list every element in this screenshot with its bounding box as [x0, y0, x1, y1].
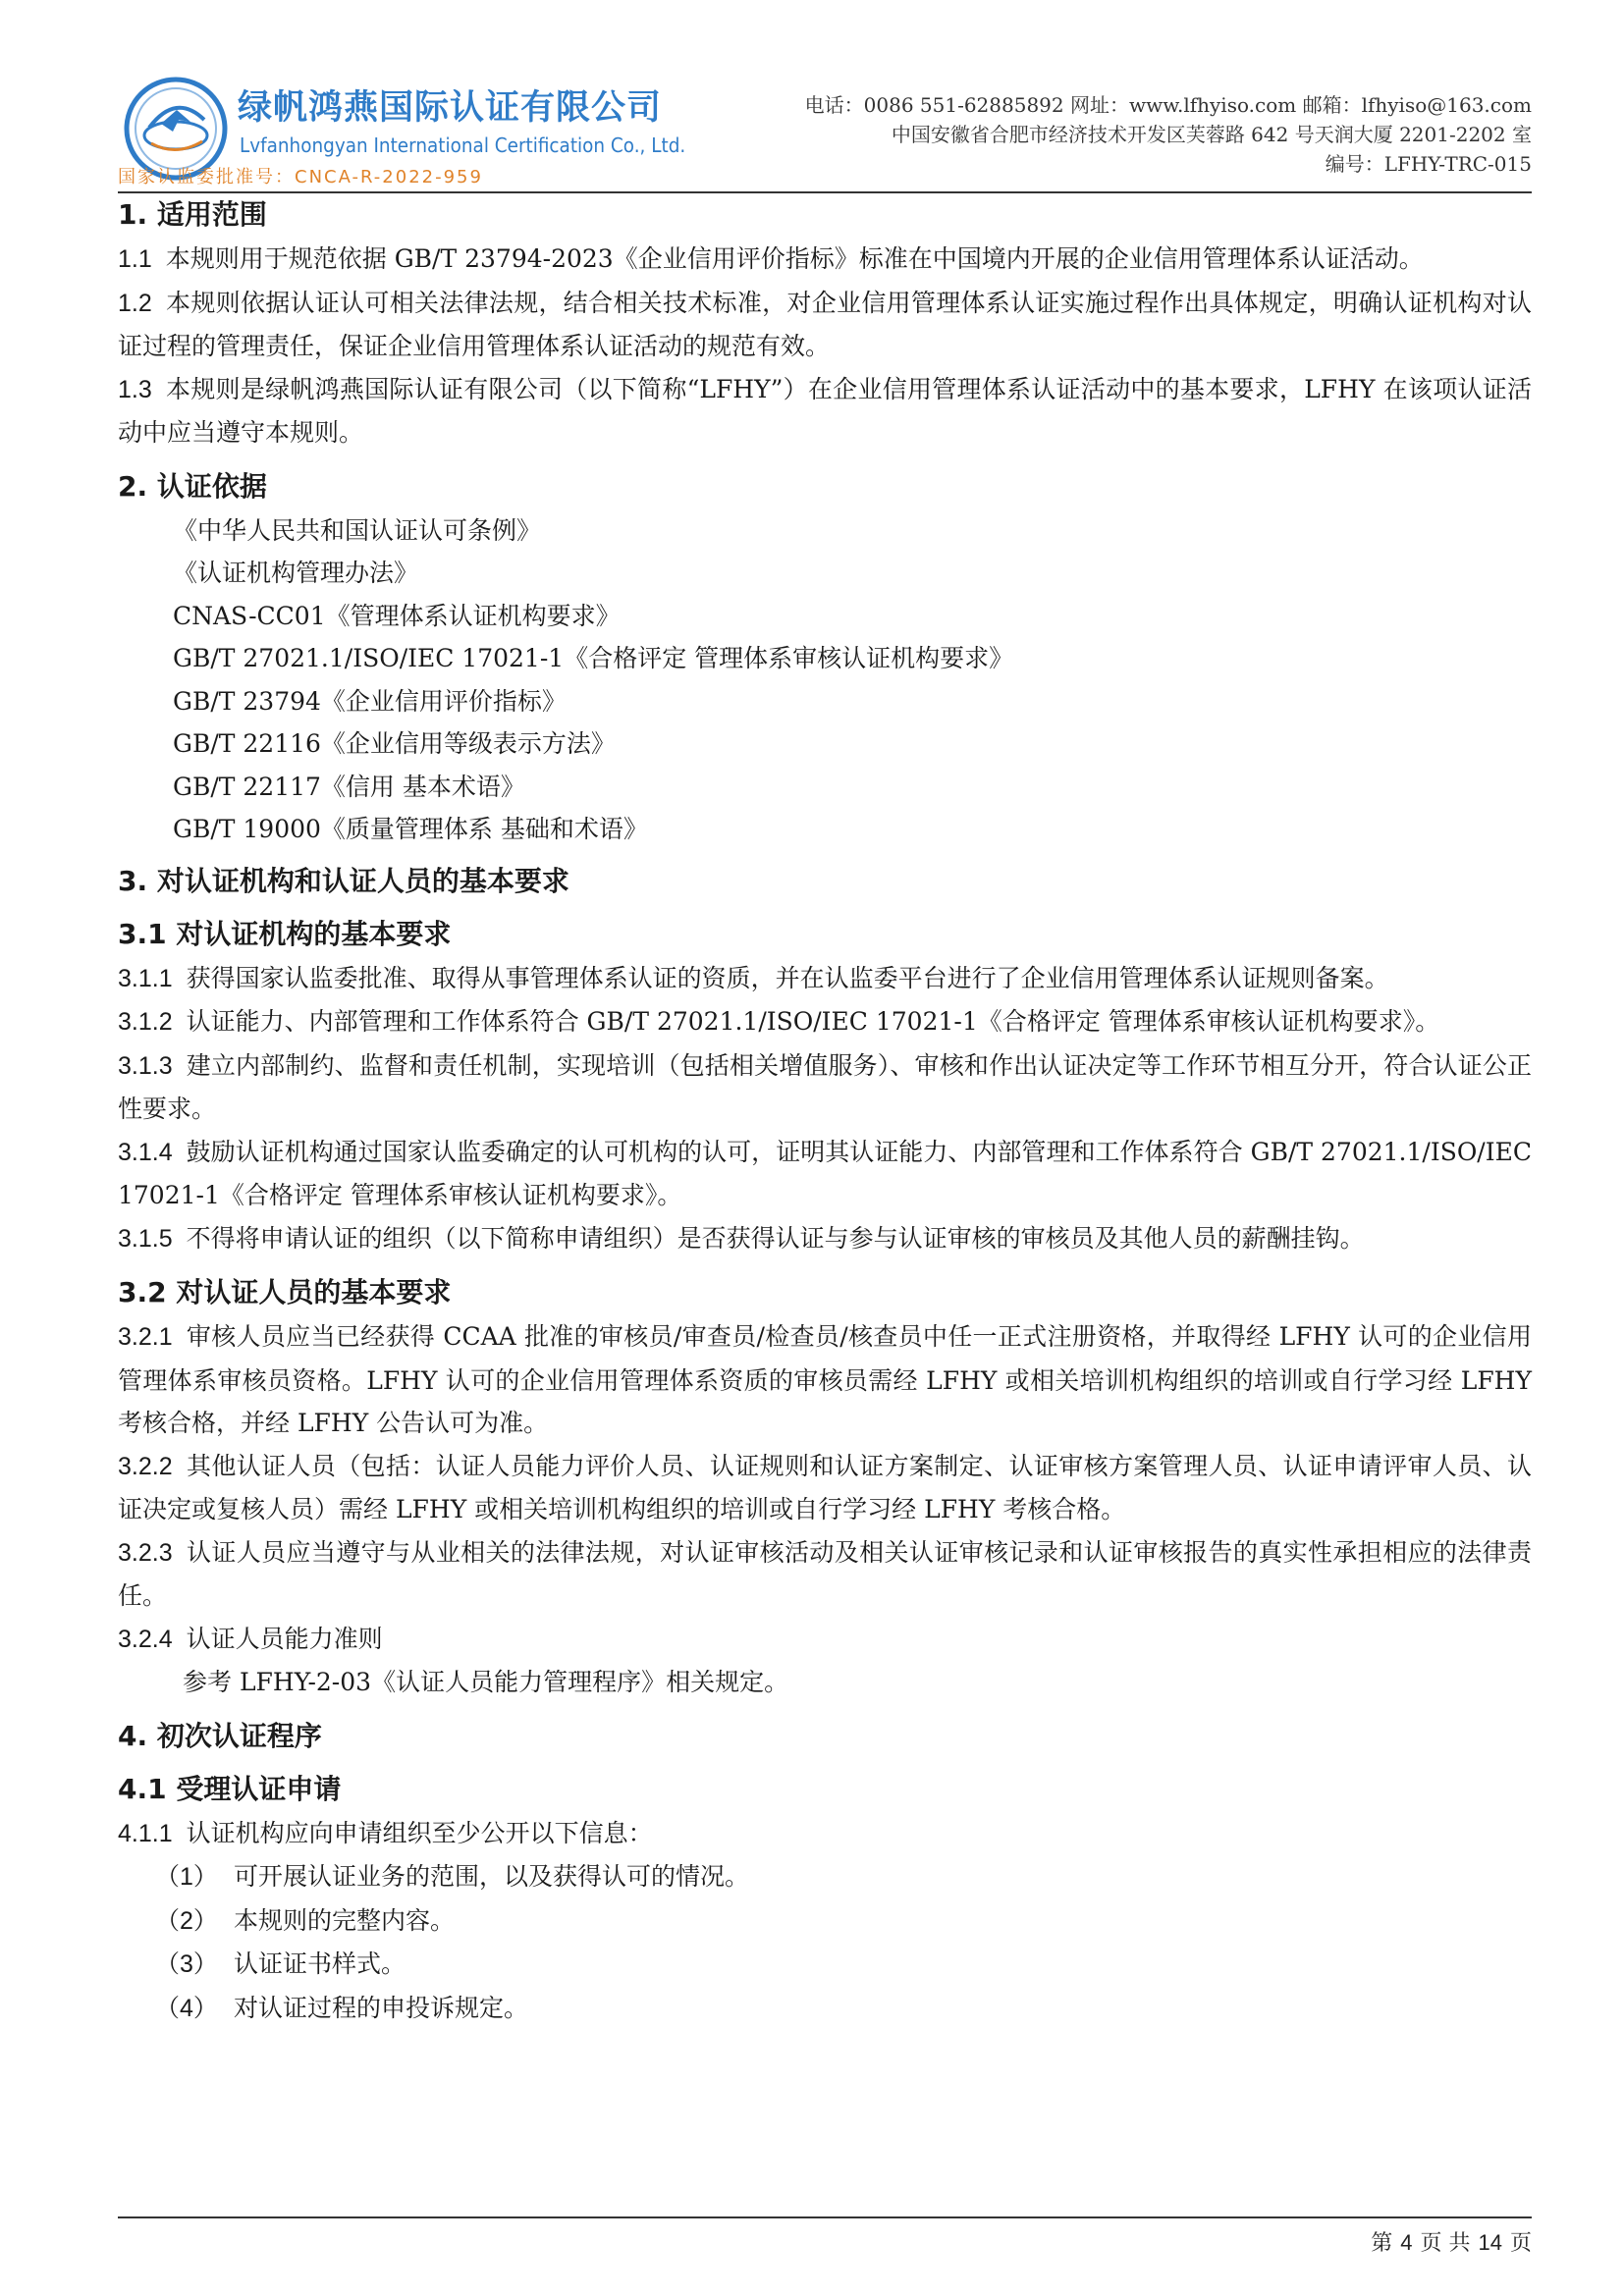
clause-text: 鼓励认证机构通过国家认监委确定的认可机构的认可，证明其认证能力、内部管理和工作体系符合 GB/T 27021.1/ISO/IEC 17021-1《合格评定 管理体系审核认证机构要求》。	[118, 1137, 1532, 1209]
list-text: 对认证过程的申投诉规定。	[234, 1993, 529, 2022]
clause-number: 3.1.4	[118, 1138, 173, 1166]
footer-divider	[118, 2216, 1532, 2218]
company-name-cn: 绿帆鸿燕国际认证有限公司	[238, 88, 663, 128]
paragraph	[118, 1812, 1532, 1856]
clause-text: 审核人员应当已经获得 CCAA 批准的审核员/审查员/检查员/核查员中任一正式注册资格，并取得经 LFHY 认可的企业信用管理体系审核员资格。LFHY 认可的企业信用管理体系资质的审核员需经 LFHY 或相关培训机构组织的培训或自行学习经 LFHY 考核合格，并经 LFHY 公告认可为准。	[118, 1322, 1532, 1437]
subsection-heading: 3.1 对认证机构的基本要求	[118, 917, 452, 950]
clause-text: 认证机构应向申请组织至少公开以下信息：	[186, 1818, 653, 1847]
total-pages: 14	[1478, 2230, 1502, 2255]
list-item	[118, 1987, 1532, 2031]
clause-text: 认证人员能力准则	[186, 1624, 383, 1653]
page-mid: 页 共	[1420, 2231, 1471, 2256]
reference-item: 《中华人民共和国认证认可条例》	[173, 515, 542, 545]
contact-block	[805, 90, 1532, 179]
clause-text: 获得国家认监委批准、取得从事管理体系认证的资质，并在认监委平台进行了企业信用管理体系认证规则备案。	[186, 963, 1389, 992]
subsection-heading: 4.1 受理认证申请	[118, 1772, 342, 1805]
company-name-en: Lvfanhongyan International Certification Co., Ltd.	[240, 133, 686, 157]
section-heading: 3. 对认证机构和认证人员的基本要求	[118, 864, 569, 897]
clause-text: 本规则是绿帆鸿燕国际认证有限公司（以下简称“LFHY”）在企业信用管理体系认证活动中的基本要求，LFHY 在该项认证活动中应当遵守本规则。	[118, 374, 1532, 447]
paragraph	[118, 282, 1532, 368]
reference-item: GB/T 23794《企业信用评价指标》	[173, 686, 567, 716]
paragraph	[118, 1315, 1532, 1445]
address-line: 中国安徽省合肥市经济技术开发区芙蓉路 642 号天润大厦 2201-2202 室	[891, 123, 1532, 146]
list-item	[118, 1855, 1532, 1899]
reference-item: CNAS-CC01《管理体系认证机构要求》	[173, 601, 621, 630]
paragraph	[118, 1531, 1532, 1618]
reference-item: GB/T 22117《信用 基本术语》	[173, 772, 525, 801]
clause-number: 3.2.2	[118, 1452, 173, 1480]
reference-item: GB/T 27021.1/ISO/IEC 17021-1《合格评定 管理体系审核认证机构要求》	[173, 644, 1014, 672]
document-body	[118, 192, 1532, 2030]
page-number	[1371, 2226, 1532, 2257]
section-heading: 2. 认证依据	[118, 469, 267, 503]
clause-text: 本规则用于规范依据 GB/T 23794-2023《企业信用评价指标》标准在中国境内开展的企业信用管理体系认证活动。	[165, 244, 1424, 273]
page-suffix: 页	[1509, 2231, 1532, 2256]
paragraph	[118, 238, 1532, 282]
clause-number: 1.1	[118, 245, 152, 273]
clause-text: 建立内部制约、监督和责任机制，实现培训（包括相关增值服务）、审核和作出认证决定等工作环节相互分开，符合认证公正性要求。	[118, 1050, 1532, 1123]
list-item	[118, 1899, 1532, 1944]
clause-number: 3.1.3	[118, 1051, 173, 1080]
clause-number: 1.2	[118, 289, 152, 317]
list-marker: （3）	[155, 1950, 218, 1978]
list-marker: （2）	[155, 1906, 218, 1935]
list-text: 认证证书样式。	[234, 1949, 406, 1978]
clause-text: 认证人员应当遵守与从业相关的法律法规，对认证审核活动及相关认证审核记录和认证审核报告的真实性承担相应的法律责任。	[118, 1537, 1532, 1610]
clause-number: 3.1.2	[118, 1008, 173, 1036]
paragraph	[118, 1131, 1532, 1217]
list-text: 本规则的完整内容。	[234, 1905, 456, 1935]
clause-number: 3.2.3	[118, 1538, 173, 1567]
clause-number: 3.2.4	[118, 1625, 173, 1653]
reference-item: GB/T 19000《质量管理体系 基础和术语》	[173, 815, 648, 843]
contact-line: 电话：0086 551-62885892 网址：www.lfhyiso.com 邮箱：lfhyiso@163.com	[804, 93, 1532, 117]
clause-text: 不得将申请认证的组织（以下简称申请组织）是否获得认证与参与认证审核的审核员及其他人员的薪酬挂钩。	[186, 1223, 1365, 1253]
clause-number: 3.2.1	[118, 1323, 173, 1351]
clause-text: 本规则依据认证认可相关法律法规，结合相关技术标准，对企业信用管理体系认证实施过程作出具体规定，明确认证机构对认证过程的管理责任，保证企业信用管理体系认证活动的规范有效。	[118, 288, 1532, 360]
approval-number: 国家认监委批准号：CNCA-R-2022-959	[118, 167, 483, 187]
paragraph	[118, 957, 1532, 1001]
paragraph	[118, 1618, 1532, 1662]
list-item	[118, 1943, 1532, 1987]
paragraph	[118, 1000, 1532, 1044]
paragraph	[118, 1217, 1532, 1261]
section-heading: 4. 初次认证程序	[118, 1719, 322, 1752]
clause-text: 其他认证人员（包括：认证人员能力评价人员、认证规则和认证方案制定、认证审核方案管理人员、认证申请评审人员、认证决定或复核人员）需经 LFHY 或相关培训机构组织的培训或自行学习经 LFHY 考核合格。	[118, 1451, 1532, 1523]
subsection-heading: 3.2 对认证人员的基本要求	[118, 1276, 452, 1308]
paragraph	[118, 1044, 1532, 1131]
paragraph	[118, 368, 1532, 454]
paragraph	[118, 1445, 1532, 1531]
reference-item: 《认证机构管理办法》	[173, 559, 419, 587]
reference-item: GB/T 22116《企业信用等级表示方法》	[173, 729, 616, 758]
current-page: 4	[1400, 2230, 1413, 2255]
clause-number: 1.3	[118, 375, 152, 403]
list-marker: （1）	[155, 1863, 218, 1891]
clause-number: 3.1.1	[118, 964, 173, 992]
document-code: 编号：LFHY-TRC-015	[1325, 152, 1532, 176]
clause-number: 3.1.5	[118, 1224, 173, 1253]
reference-note: 参考 LFHY-2-03《认证人员能力管理程序》相关规定。	[183, 1668, 789, 1696]
page-header	[118, 69, 1532, 191]
page-prefix: 第	[1371, 2231, 1393, 2256]
list-text: 可开展认证业务的范围，以及获得认可的情况。	[234, 1862, 750, 1891]
list-marker: （4）	[155, 1994, 218, 2022]
clause-number: 4.1.1	[118, 1819, 173, 1847]
clause-text: 认证能力、内部管理和工作体系符合 GB/T 27021.1/ISO/IEC 17021-1《合格评定 管理体系审核认证机构要求》。	[186, 1007, 1440, 1036]
section-heading: 1. 适用范围	[118, 198, 267, 231]
